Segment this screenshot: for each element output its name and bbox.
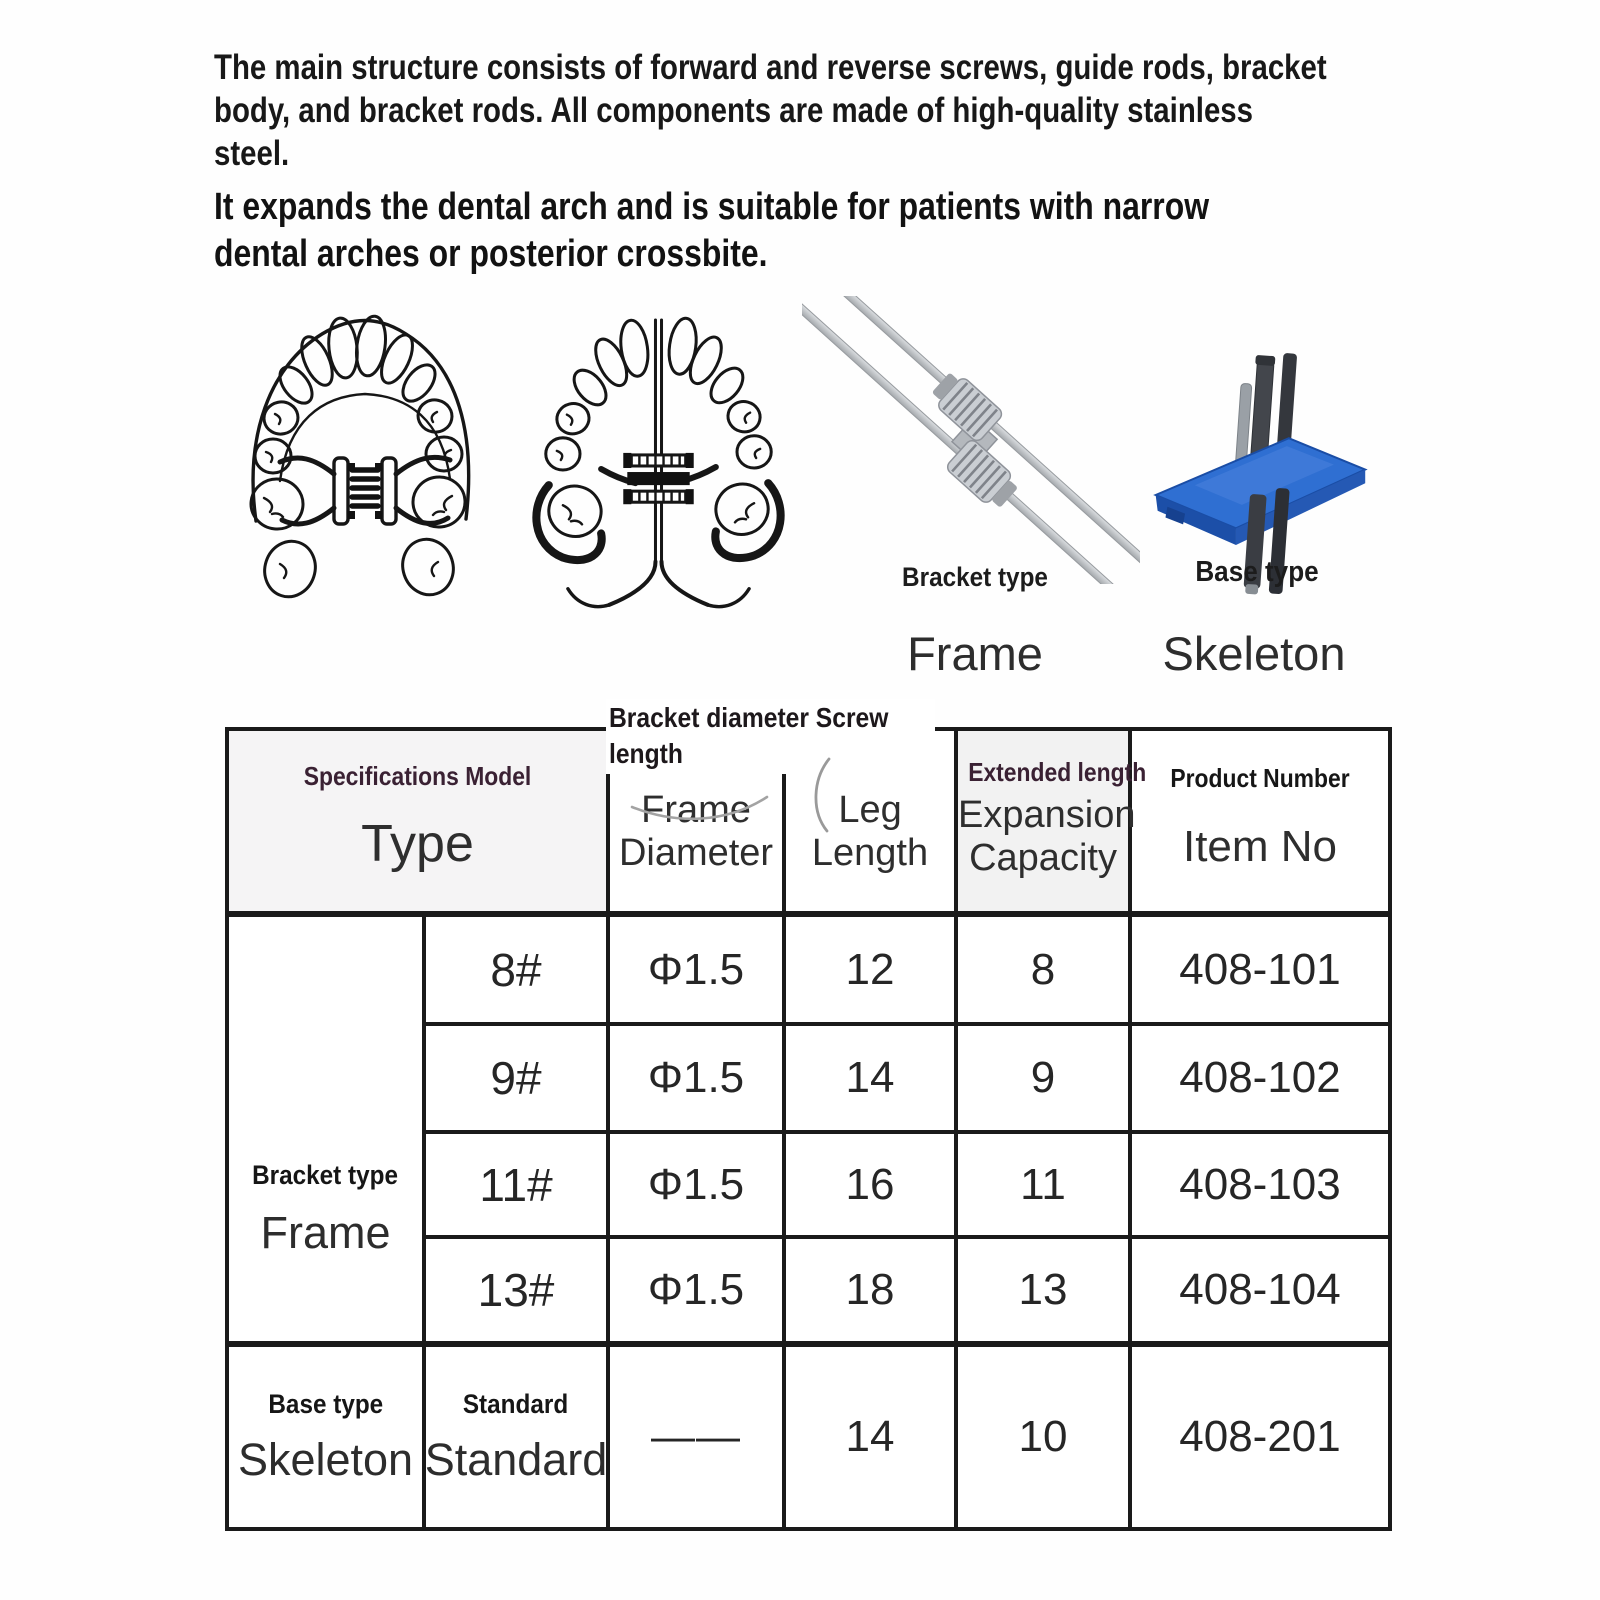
intro-line: body, and bracket rods. All components are made of high-quality stainless	[214, 91, 1254, 130]
standard-name: Standard	[424, 1433, 608, 1485]
cell-diameter: Φ1.5	[608, 1024, 784, 1132]
cell-type: 8#	[424, 914, 608, 1024]
header-item-no	[1130, 729, 1390, 914]
header-leg-length-label	[786, 789, 954, 875]
cell-leg-length: 14	[784, 1024, 956, 1132]
bracket-group-name: Frame	[260, 1207, 391, 1258]
molar-clasp-left	[536, 469, 635, 560]
spec-table-wrap	[225, 702, 1388, 1531]
cell-leg-length: 12	[784, 914, 956, 1024]
header-item-no-label: Item No	[1182, 822, 1338, 871]
base-group-label: Base type	[268, 1388, 383, 1419]
bracket-type-caption: Bracket type	[902, 562, 1048, 592]
intro-line: The main structure consists of forward and reverse screws, guide rods, bracket	[214, 48, 1327, 87]
cell-expansion: 10	[956, 1344, 1130, 1529]
cell-type: 13#	[424, 1237, 608, 1344]
cell-item-no: 408-201	[1130, 1344, 1390, 1529]
cell-leg-length: 14	[784, 1344, 956, 1529]
bracket-group-label: Bracket type	[252, 1160, 399, 1190]
bracket-group-cell	[227, 914, 424, 1344]
table-row	[227, 914, 1390, 1024]
molar-clasp-right	[682, 467, 781, 558]
intro-line: It expands the dental arch and is suitable for patients with narrow	[214, 186, 1210, 228]
cell-expansion: 13	[956, 1237, 1130, 1344]
header-type	[227, 729, 608, 914]
header-frame-diameter-label	[610, 789, 782, 875]
bracket-type-photo	[802, 296, 1140, 584]
cell-item-no: 408-101	[1130, 914, 1390, 1024]
cell-type-standard	[424, 1344, 608, 1529]
table-row-base	[227, 1344, 1390, 1529]
intro-paragraph-structure	[214, 46, 1394, 175]
frame-diameter-line2: Diameter	[618, 832, 774, 874]
skeleton-caption: Skeleton	[1162, 627, 1346, 680]
cell-expansion: 9	[956, 1024, 1130, 1132]
intro-line: steel.	[214, 134, 290, 173]
base-group-cell	[227, 1344, 424, 1529]
header-expansion-label	[958, 794, 1136, 880]
header-bracket-diameter-line2: length	[609, 738, 683, 769]
cell-type: 11#	[424, 1132, 608, 1237]
expander-screw	[280, 457, 450, 524]
cell-diameter: Φ1.5	[608, 1237, 784, 1344]
header-bracket-diameter-line1: Bracket diameter Screw	[609, 702, 889, 733]
cell-item-no: 408-104	[1130, 1237, 1390, 1344]
intro-line: dental arches or posterior crossbite.	[214, 233, 768, 275]
header-product-number-label: Product Number	[1170, 763, 1350, 793]
cell-leg-length: 18	[784, 1237, 956, 1344]
midline-expansion-screw	[623, 453, 693, 504]
cell-leg-length: 16	[784, 1132, 956, 1237]
standard-label: Standard	[463, 1388, 569, 1419]
header-expansion	[956, 729, 1147, 914]
header-spec-model-label: Specifications Model	[303, 761, 532, 791]
cell-item-no: 408-102	[1130, 1024, 1390, 1132]
cell-diameter: ——	[608, 1344, 784, 1529]
intro-paragraph-usage	[214, 184, 1394, 278]
header-type-label: Type	[361, 815, 474, 873]
frame-caption: Frame	[907, 627, 1043, 680]
cell-expansion: 8	[956, 914, 1130, 1024]
dental-arch-diagram-closed	[230, 306, 500, 620]
intro-text	[214, 46, 1394, 278]
spec-table	[225, 702, 1392, 1531]
header-extended-length-label: Extended length	[968, 757, 1147, 787]
cell-item-no: 408-103	[1130, 1132, 1390, 1237]
base-type-caption: Base type	[1195, 556, 1319, 588]
expansion-line1: Expansion	[958, 794, 1136, 836]
leg-length-line2: Length	[811, 832, 929, 874]
cell-expansion: 11	[956, 1132, 1130, 1237]
dental-arch-diagram-split	[512, 310, 805, 624]
header-bracket-diameter-label	[606, 699, 935, 774]
cell-diameter: Φ1.5	[608, 1132, 784, 1237]
frame-diameter-line1: Frame	[641, 789, 751, 831]
expansion-line2: Capacity	[969, 837, 1117, 879]
cell-type: 9#	[424, 1024, 608, 1132]
leg-length-line1: Leg	[838, 789, 902, 831]
cell-diameter: Φ1.5	[608, 914, 784, 1024]
base-group-name: Skeleton	[237, 1433, 414, 1485]
